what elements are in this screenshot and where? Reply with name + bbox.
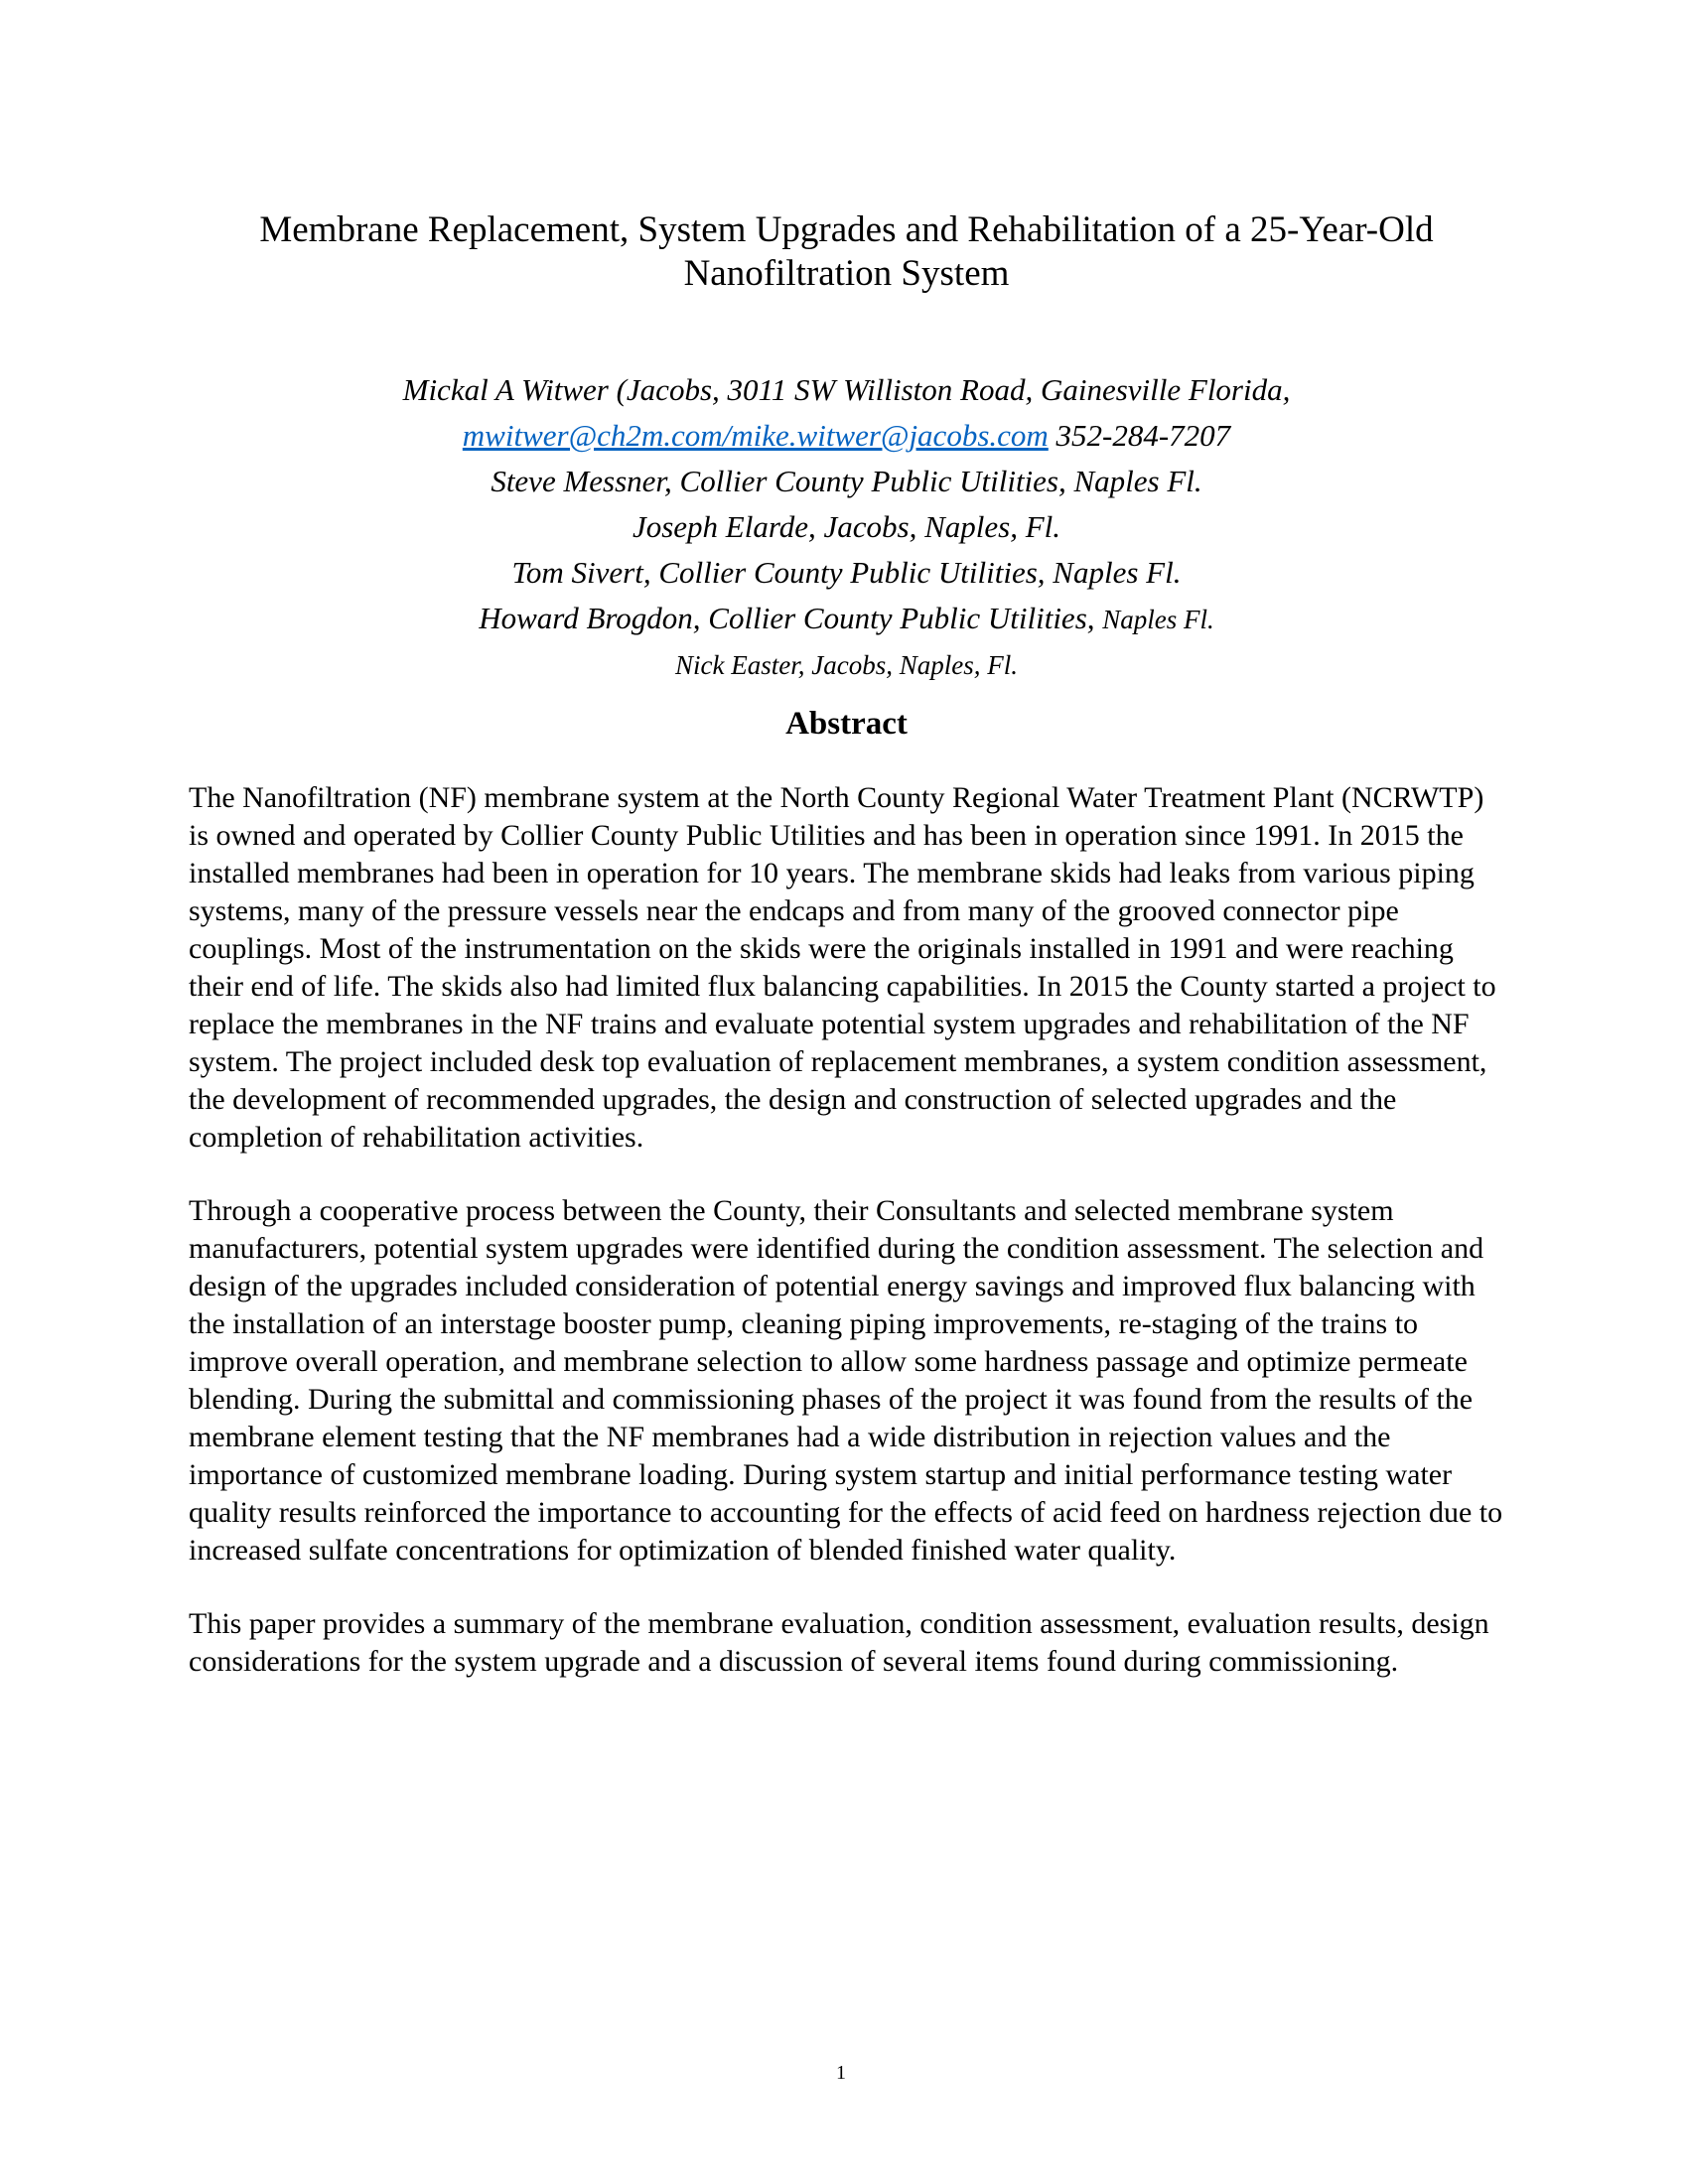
paper-title-line-2: Nanofiltration System <box>683 253 1010 294</box>
author-line-sivert: Tom Sivert, Collier County Public Utilities, Naples Fl. <box>511 555 1182 590</box>
abstract-paragraph-2: Through a cooperative process between the County, their Consultants and selected membrane system manufacturers, potential system upgrades were identified during the condition assessment. The selection and design of the upgrades included consideration of potential energy savings and improved flux balancing with the installation of an interstage booster pump, cleaning piping improvements, re-staging of the trains to improve overall operation, and membrane selection to allow some hardness passage and optimize permeate blending. During the submittal and commissioning phases of the project it was found from the results of the membrane element testing that the NF membranes had a wide distribution in rejection values and the importance of customized membrane loading. During system startup and initial performance testing water quality results reinforced the importance to accounting for the effects of acid feed on hardness rejection due to increased sulfate concentrations for optimization of blended finished water quality. <box>189 1194 1503 1567</box>
author-line-contact <box>189 413 1504 459</box>
page-number: 1 <box>836 2062 846 2084</box>
abstract-paragraph-3: This paper provides a summary of the membrane evaluation, condition assessment, evaluation results, design considerations for the system upgrade and a discussion of several items found during commissioning. <box>189 1607 1489 1678</box>
author-line-messner: Steve Messner, Collier County Public Utilities, Naples Fl. <box>491 464 1202 498</box>
author-line-easter: Nick Easter, Jacobs, Naples, Fl. <box>675 650 1018 680</box>
email-link[interactable]: mwitwer@ch2m.com/mike.witwer@jacobs.com <box>462 418 1049 453</box>
paper-title <box>189 208 1504 296</box>
phone-number: 352-284-7207 <box>1048 418 1231 453</box>
abstract-heading: Abstract <box>785 706 908 742</box>
author-line-elarde: Joseph Elarde, Jacobs, Naples, Fl. <box>632 509 1061 544</box>
author-line-witwer: Mickal A Witwer (Jacobs, 3011 SW Williston Road, Gainesville Florida, <box>402 372 1291 407</box>
author-line-brogdon-main: Howard Brogdon, Collier County Public Utilities, <box>479 601 1103 635</box>
paper-title-line-1: Membrane Replacement, System Upgrades and Rehabilitation of a 25-Year-Old <box>259 209 1434 250</box>
author-line-brogdon-location: Naples Fl. <box>1102 605 1214 634</box>
author-line-brogdon <box>189 596 1504 642</box>
abstract-paragraph-1: The Nanofiltration (NF) membrane system at the North County Regional Water Treatment Plant (NCRWTP) is owned and operated by Collier County Public Utilities and has been in operation since 1991. In 2015 the installed membranes had been in operation for 10 years. The membrane skids had leaks from various piping systems, many of the pressure vessels near the endcaps and from many of the grooved connector pipe couplings. Most of the instrumentation on the skids were the originals installed in 1991 and were reaching their end of life. The skids also had limited flux balancing capabilities. In 2015 the County started a project to replace the membranes in the NF trains and evaluate potential system upgrades and rehabilitation of the NF system. The project included desk top evaluation of replacement membranes, a system condition assessment, the development of recommended upgrades, the design and construction of selected upgrades and the completion of rehabilitation activities. <box>189 781 1496 1154</box>
author-block <box>189 367 1504 688</box>
